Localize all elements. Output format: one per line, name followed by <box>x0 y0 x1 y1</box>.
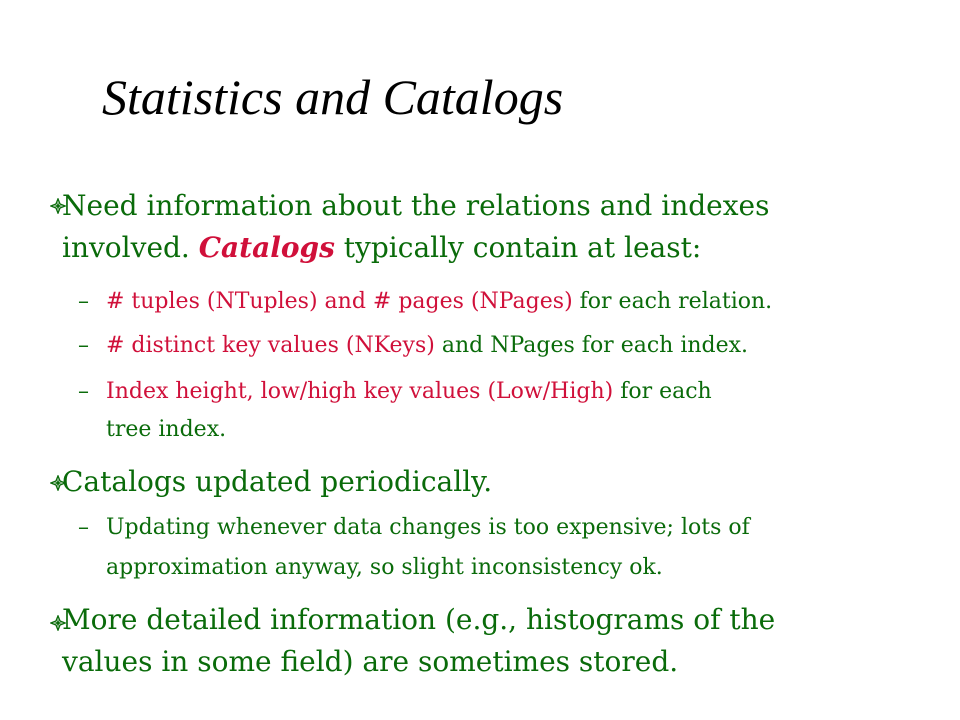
sub-bullet-1 <box>106 286 936 317</box>
sub-bullet-4-line-1: Updating whenever data changes is too expensive; lots of <box>106 515 750 540</box>
bullet-1-text-a: involved. <box>62 231 199 264</box>
sub-bullet-1-red: # tuples (NTuples) and # pages (NPages) <box>106 289 573 314</box>
catalogs-emphasis: Catalogs <box>198 231 335 264</box>
sub-bullet-3-red: Index height, low/high key values (Low/High) <box>106 379 614 404</box>
bullet-2-line-1: Catalogs updated periodically. <box>62 465 493 498</box>
bullet-3-line-1: More detailed information (e.g., histograms of the <box>62 603 776 636</box>
sub-bullet-2-red: # distinct key values (NKeys) <box>106 333 435 358</box>
dash-2: – <box>78 333 89 358</box>
dash-3: – <box>78 379 89 404</box>
dash-4: – <box>78 515 89 540</box>
sub-bullet-1-rest: for each relation. <box>572 289 773 314</box>
dash-1: – <box>78 289 89 314</box>
sub-bullet-3-line-2: tree index. <box>106 417 227 442</box>
bullet-1-line-1: Need information about the relations and indexes <box>62 189 770 222</box>
slide-title: Statistics and Catalogs <box>102 69 564 125</box>
bullet-1-line-2 <box>62 228 932 268</box>
bullet-3-line-2: values in some field) are sometimes stored. <box>62 645 679 678</box>
sub-bullet-3-rest: for each <box>613 379 712 404</box>
sub-bullet-4-line-2: approximation anyway, so slight inconsistency ok. <box>106 555 663 580</box>
sub-bullet-2-rest: and NPages for each index. <box>434 333 749 358</box>
sub-bullet-2 <box>106 330 936 361</box>
bullet-1-text-b: typically contain at least: <box>334 231 702 264</box>
sub-bullet-3 <box>106 376 936 407</box>
